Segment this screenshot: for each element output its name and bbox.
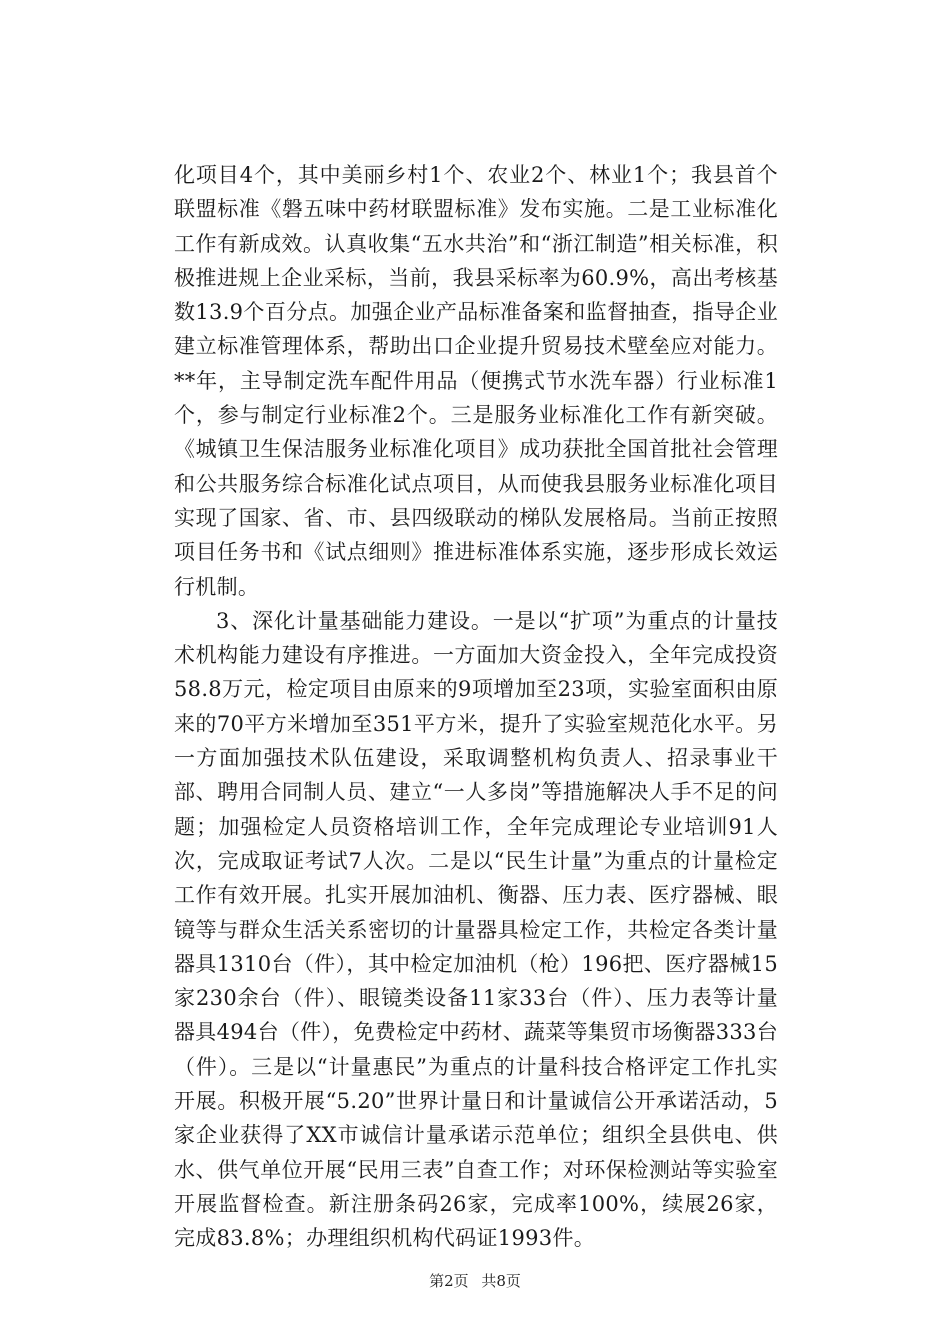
page-number-total: 共8页 [481, 1272, 521, 1290]
document-body [174, 158, 778, 1256]
paragraph-standardization: 化项目4个，其中美丽乡村1个、农业2个、林业1个；我县首个联盟标准《磐五味中药材联盟标准》发布实施。二是工业标准化工作有新成效。认真收集“五水共治”和“浙江制造”相关标准，积极推进规上企业采标，当前，我县采标率为60.9%，高出考核基数13.9个百分点。加强企业产品标准备案和监督抽查，指导企业建立标准管理体系，帮助出口企业提升贸易技术壁垒应对能力。**年，主导制定洗车配件用品（便携式节水洗车器）行业标准1个，参与制定行业标准2个。三是服务业标准化工作有新突破。《城镇卫生保洁服务业标准化项目》成功获批全国首批社会管理和公共服务综合标准化试点项目，从而使我县服务业标准化项目实现了国家、省、市、县四级联动的梯队发展格局。当前正按照项目任务书和《试点细则》推进标准体系实施，逐步形成长效运行机制。 [174, 163, 778, 599]
page-number-current: 第2页 [429, 1272, 469, 1290]
page-footer [0, 1270, 950, 1291]
paragraph-metrology: 3、深化计量基础能力建设。一是以“扩项”为重点的计量技术机构能力建设有序推进。一方面加大资金投入，全年完成投资58.8万元，检定项目由原来的9项增加至23项，实验室面积由原来的70平方米增加至351平方米，提升了实验室规范化水平。另一方面加强技术队伍建设，采取调整机构负责人、招录事业干部、聘用合同制人员、建立“一人多岗”等措施解决人手不足的问题；加强检定人员资格培训工作，全年完成理论专业培训91人次，完成取证考试7人次。二是以“民生计量”为重点的计量检定工作有效开展。扎实开展加油机、衡器、压力表、医疗器械、眼镜等与群众生活关系密切的计量器具检定工作，共检定各类计量器具1310台（件），其中检定加油机（枪）196把、医疗器械15家230余台（件）、眼镜类设备11家33台（件）、压力表等计量器具494台（件），免费检定中药材、蔬菜等集贸市场衡器333台（件）。三是以“计量惠民”为重点的计量科技合格评定工作扎实开展。积极开展“5.20”世界计量日和计量诚信公开承诺活动，5家企业获得了XX市诚信计量承诺示范单位；组织全县供电、供水、供气单位开展“民用三表”自查工作；对环保检测站等实验室开展监督检查。新注册条码26家，完成率100%，续展26家，完成83.8%；办理组织机构代码证1993件。 [174, 608, 778, 1251]
